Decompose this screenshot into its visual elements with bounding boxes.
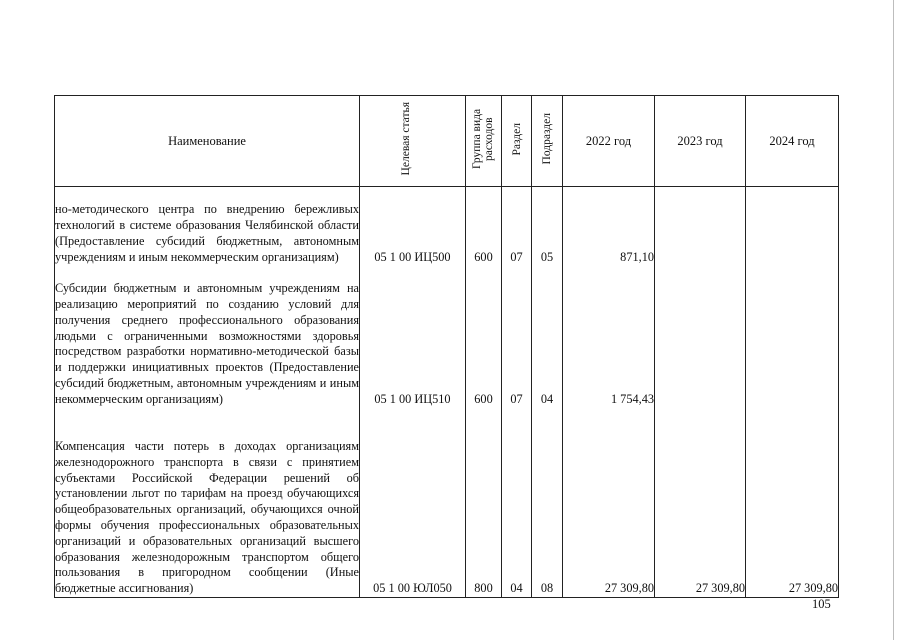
- table-row: [55, 408, 839, 598]
- row-value-2022: 1 754,43: [563, 266, 655, 408]
- row-value-2024: 27 309,80: [746, 408, 839, 598]
- row-target-article: 05 1 00 ИЦ500: [360, 187, 466, 266]
- row-section: 07: [502, 266, 532, 408]
- table-row: [55, 187, 839, 266]
- row-target-article: 05 1 00 ИЦ510: [360, 266, 466, 408]
- row-name: Субсидии бюджетным и автономным учреждениям на реализацию мероприятий по созданию условий для получения среднего профессионального образования людьми с ограниченными возможностями здоровья посредством разработки нормативно-методической базы и поддержки инициативных проектов (Предоставление субсидий бюджетным, автономным учреждениям и иным некоммерческим организациям): [55, 266, 360, 408]
- row-subsection: 04: [532, 266, 563, 408]
- row-value-2023: [655, 266, 746, 408]
- budget-table: [54, 95, 839, 598]
- table-row: [55, 266, 839, 408]
- header-section: [502, 96, 532, 187]
- row-value-2022: 871,10: [563, 187, 655, 266]
- header-subsection-label: Подраздел: [541, 113, 553, 165]
- row-name: Компенсация части потерь в доходах организациям железнодорожного транспорта в связи с принятием субъектами Российской Федерации решений об установлении льгот по тарифам на проезд обучающихся общеобразовательных организаций, обучающихся очной формы обучения профессиональных образовательных организаций и образовательных организаций высшего образования железнодорожным транспортом общего пользования в пригородном сообщении (Иные бюджетные ассигнования): [55, 408, 360, 598]
- row-section: 07: [502, 187, 532, 266]
- header-name: Наименование: [55, 96, 360, 187]
- row-expense-group: 800: [466, 408, 502, 598]
- row-name: но-методического центра по внедрению бережливых технологий в системе образования Челябинской области (Предоставление субсидий бюджетным, автономным учреждениям и иным некоммерческим организациям): [55, 187, 360, 266]
- row-value-2024: [746, 266, 839, 408]
- row-value-2022: 27 309,80: [563, 408, 655, 598]
- header-section-label: Раздел: [510, 122, 523, 156]
- header-target-article-label: Целевая статья: [399, 102, 412, 176]
- header-expense-group: [466, 96, 502, 187]
- row-expense-group: 600: [466, 187, 502, 266]
- header-year-2022: 2022 год: [563, 96, 655, 187]
- page-number: 105: [812, 597, 831, 611]
- row-target-article: 05 1 00 ЮЛ050: [360, 408, 466, 598]
- page-edge-line: [893, 0, 894, 640]
- header-year-2024: 2024 год: [746, 96, 839, 187]
- row-expense-group: 600: [466, 266, 502, 408]
- row-subsection: 08: [532, 408, 563, 598]
- header-target-article: [360, 96, 466, 187]
- header-expense-group-label: Группа вида расходов: [470, 108, 495, 170]
- row-value-2023: 27 309,80: [655, 408, 746, 598]
- header-subsection: [532, 96, 563, 187]
- row-value-2023: [655, 187, 746, 266]
- header-year-2023: 2023 год: [655, 96, 746, 187]
- table-header-row: [55, 96, 839, 187]
- row-value-2024: [746, 187, 839, 266]
- row-section: 04: [502, 408, 532, 598]
- row-subsection: 05: [532, 187, 563, 266]
